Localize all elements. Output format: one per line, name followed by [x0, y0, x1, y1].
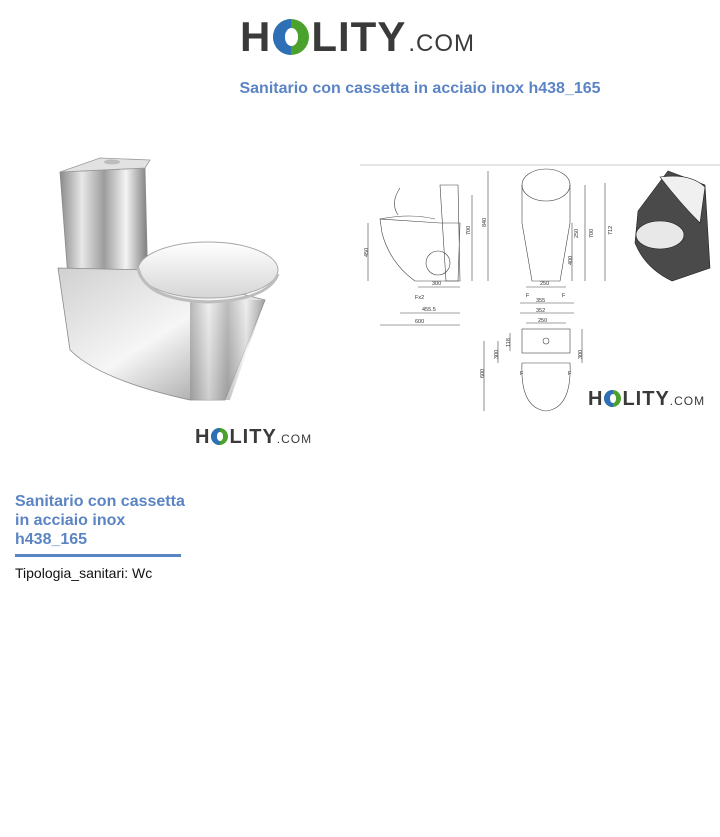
- spec-value: Wc: [132, 565, 153, 581]
- logo-letters: LITY: [622, 388, 670, 410]
- product-name: Sanitario con cassetta in acciaio inox h438_165: [15, 493, 185, 548]
- drawing-logo: [588, 388, 705, 412]
- product-photo-logo: [195, 426, 312, 450]
- drawing-front-view: [522, 169, 605, 287]
- logo-tld: .COM: [669, 394, 706, 408]
- dim-flag: F: [520, 371, 524, 377]
- logo-letter-h: H: [240, 13, 272, 60]
- logo-o-icon: [604, 390, 621, 407]
- logo-letter-h: H: [588, 388, 604, 410]
- dim-label: 700: [589, 228, 595, 238]
- dim-flag: F: [562, 293, 566, 299]
- logo-tld: .COM: [276, 432, 313, 446]
- drawing-render: [635, 171, 710, 281]
- logo-letters: LITY: [229, 426, 277, 448]
- dim-flag: F: [526, 293, 530, 299]
- dim-label: 250: [574, 228, 580, 238]
- dim-label: 700: [466, 225, 472, 235]
- drawing-side-view: [368, 171, 488, 325]
- dim-label: 300: [494, 349, 500, 359]
- dim-label: 400: [568, 255, 574, 265]
- logo-o-icon: [211, 428, 228, 445]
- dim-label: 840: [482, 217, 488, 227]
- title-underline: [15, 554, 181, 557]
- dim-label: 300: [432, 281, 442, 287]
- dim-label: 600: [415, 319, 425, 325]
- dim-label: 352: [536, 308, 546, 314]
- dim-label: 250: [540, 281, 550, 287]
- dim-label: 355: [536, 298, 546, 304]
- logo-tld: .COM: [408, 30, 476, 57]
- dim-flag: F: [568, 371, 572, 377]
- dim-label: 118: [506, 338, 512, 347]
- dim-label: 600: [480, 368, 486, 378]
- product-photo[interactable]: [40, 150, 290, 410]
- spec-row: Tipologia_sanitari: Wc: [15, 565, 153, 581]
- technical-drawing[interactable]: [360, 163, 720, 416]
- dim-label: 250: [538, 318, 548, 324]
- logo-o-icon: [273, 19, 309, 55]
- site-logo[interactable]: [240, 14, 475, 67]
- dim-label: 300: [578, 349, 584, 359]
- logo-letter-h: H: [195, 426, 211, 448]
- dim-label: Fx2: [415, 295, 425, 301]
- page-title: Sanitario con cassetta in acciaio inox h438_165: [239, 80, 601, 97]
- logo-letters: LITY: [311, 13, 407, 60]
- dim-label: 450: [364, 247, 370, 257]
- dim-label: 455.5: [422, 307, 436, 313]
- spec-label: Tipologia_sanitari: [15, 565, 125, 581]
- dim-label: 712: [608, 225, 614, 235]
